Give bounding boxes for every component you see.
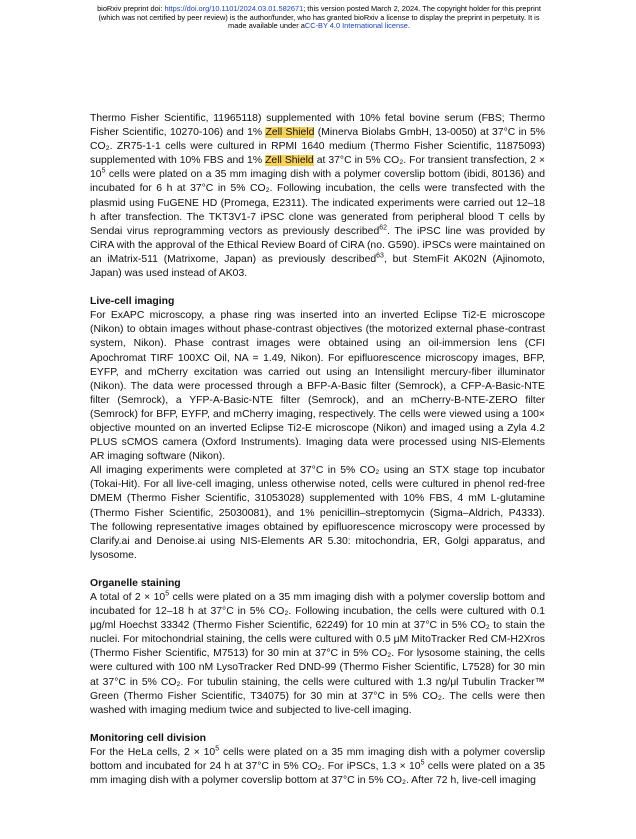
citation-ref: 63 [376,252,384,260]
section-heading-organelle-staining: Organelle staining [90,577,181,589]
live-paragraph-2: All imaging experiments were completed at 37°C in 5% CO₂ using an STX stage top incubator (Tokai-Hit). For all live-cell imaging, unless otherwise noted, cells were cultured in phenol red-free DMEM (Thermo Fisher Scientific, 31053028) supplemented with 10% FBS, 4 mM L-glutamine (Thermo Fisher Scientific, 25030081), and 1% penicillin–streptomycin (Sigma–Aldrich, P4333). The following representative images obtained by epifluorescence microscopy were processed by Clarify.ai and Denoise.ai using NIS-Elements AR 5.30: mitochondria, ER, Golgi apparatus, and lysosome. [90,465,545,561]
division-paragraph: For the HeLa cells, $2 \times 10^5$ cells were plated on a 35 mm imaging dish with a polymer coverslip bottom and incubated for 24 h at 37°C in 5% CO₂. For iPSCs, $1.3 \times 10^5$ cells were plated on a 35 mm imaging dish with a polymer coverslip bottom at 37°C in 5% CO₂. After 72 h, live-cell imaging [90,745,545,787]
doi-link[interactable]: https://doi.org/10.1101/2024.03.01.582671 [164,4,304,13]
citation-ref: 62 [379,224,388,232]
preprint-header [30,5,608,31]
header-line-1: bioRxiv preprint doi: https://doi.org/10.1101/2024.03.01.582671; this version posted March 2, 2024. The copyright holder for this preprint [97,4,541,13]
section-heading-live-cell-imaging: Live-cell imaging [90,296,175,308]
header-line-2: (which was not certified by peer review) is the author/funder, who has granted bioRxiv a license to display the preprint in perpetuity. It is [98,12,540,22]
organelle-paragraph: A total of $2 \times 10^5$ cells were plated on a 35 mm imaging dish with a polymer coverslip bottom and incubated for 12–18 h at 37°C in 5% CO₂. Following incubation, the cells were cultured with 0.1 μg/ml Hoechst 33342 (Thermo Fisher Scientific, 62249) for 10 min at 37°C in 5% CO₂ to stain the nuclei. For mitochondrial staining, the cells were cultured with 0.5 μM MitoTracker Red CM-H2Xros (Thermo Fisher Scientific, M7513) for 30 min at 37°C in 5% CO₂. For lysosome staining, the cells were cultured with 100 nM LysoTracker Red DND-99 (Thermo Fisher Scientific, L7528) for 30 min at 37°C in 5% CO₂. For tubulin staining, the cells were cultured with 1.3 ng/μl Tubulin Tracker™ Green (Thermo Fisher Scientific, T34075) for 30 min at 37°C in 5% CO₂. The cells were then washed with imaging medium twice and subjected to live-cell imaging. [90,590,545,716]
intro-paragraph: Thermo Fisher Scientific, 11965118) supplemented with 10% fetal bovine serum (FBS; Thermo Fisher Scientific, 10270-106) and 1% Zell Shield (Minerva Biolabs GmbH, 13-0050) at 37°C in 5% CO₂. ZR75-1-1 cells were cultured in RPMI 1640 medium (Thermo Fisher Scientific, 11875093) supplemented with 10% FBS and 1% Zell Shield at 37°C in 5% CO₂. For transient transfection, $2 \times 10^5$ cells were plated on a 35 mm imaging dish with a polymer coverslip bottom (ibidi, 80136) and incubated for 6 h at 37°C in 5% CO₂. Following incubation, the cells were transfected with the plasmid using FuGENE HD (Promega, E2311). The indicated experiments were carried out 12–18 h after transfection. The TKT3V1-7 iPSC clone was generated from peripheral blood T cells by Sendai virus reprogramming vectors as previously described$^{62}$. The iPSC line was provided by CiRA with the approval of the Ethical Review Board of CiRA (no. G590). iPSCs were maintained on an iMatrix-511 (Matrixome, Japan) as previously described$^{63}$, but StemFit AK02N (Ajinomoto, Japan) was used instead of AK03. [90,113,546,280]
license-link[interactable]: CC-BY 4.0 International license [304,21,408,31]
paper-body [90,112,545,788]
highlight-zell-shield: Zell Shield [265,127,315,139]
header-line-3: made available under aCC-BY 4.0 International license. [228,21,410,31]
highlight-zell-shield: Zell Shield [265,155,314,167]
live-paragraph-1: For ExAPC microscopy, a phase ring was inserted into an inverted Eclipse Ti2-E microscope (Nikon) to obtain images without phase-contrast objectives (the motorized external phase-contrast system, Nikon). Phase contrast images were obtained using an oil-immersion lens (CFI Apochromat TIRF 100XC Oil, NA = 1.49, Nikon). For epifluorescence microscopy images, BFP, EYFP, and mCherry excitation was carried out using an Intensilight mercury-fiber illuminator (Nikon). The data were processed through a BFP-A-Basic filter (Semrock), a CFP-A-Basic-NTE filter (Semrock), a YFP-A-Basic-NTE filter (Semrock), and an mCherry-B-NTE-ZERO filter (Semrock) for BFP, EYFP, and mCherry imaging, respectively. The cells were viewed using a 100× objective mounted on an inverted Eclipse Ti2-E microscope (Nikon) and imaged using a Zyla 4.2 PLUS sCMOS camera (Oxford Instruments). Imaging data were processed using NIS-Elements AR imaging software (Nikon). [90,310,545,463]
section-heading-monitoring-cell-division: Monitoring cell division [90,732,207,744]
